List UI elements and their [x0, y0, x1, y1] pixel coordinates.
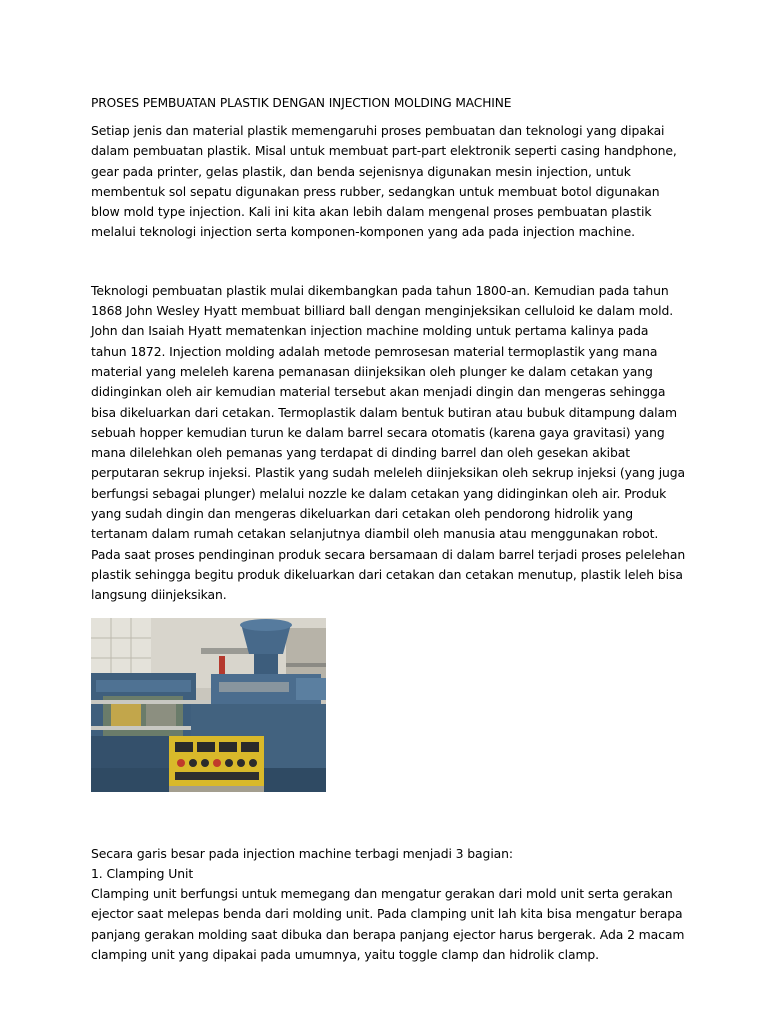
document-title: PROSES PEMBUATAN PLASTIK DENGAN INJECTION MOLDING MACHINE: [91, 96, 512, 110]
clamping-unit-paragraph: Clamping unit berfungsi untuk memegang dan mengatur gerakan dari mold unit serta gerakan ejector saat melepas benda dari molding unit. Pada clamping unit lah kita bisa mengatur berapa panjang gerakan molding saat dibuka dan berapa panjang ejector harus bergerak. Ada 2 macam clamping unit yang dipakai pada umumnya, yaitu toggle clamp dan hidrolik clamp.: [91, 886, 685, 963]
section-heading-clamping-unit: 1. Clamping Unit: [91, 865, 194, 881]
injection-machine-photo: [91, 618, 326, 792]
intro-paragraph: Setiap jenis dan material plastik memengaruhi proses pembuatan dan teknologi yang dipakai dalam pembuatan plastik. Misal untuk membuat part-part elektronik seperti casing handphone, gear pada printer, gelas plastik, dan benda sejenisnya digunakan mesin injection, untuk membentuk sol sepatu digunakan press rubber, sedangkan untuk membuat botol digunakan blow mold type injection. Kali ini kita akan lebih dalam mengenal proses pembuatan plastik melalui teknologi injection serta komponen-komponen yang ada pada injection machine.: [91, 123, 677, 240]
parts-intro: Secara garis besar pada injection machine terbagi menjadi 3 bagian:: [91, 845, 513, 861]
history-paragraph: Teknologi pembuatan plastik mulai dikembangkan pada tahun 1800-an. Kemudian pada tahun 1868 John Wesley Hyatt membuat billiard ball dengan menginjeksikan celluloid ke dalam mold. John dan Isaiah Hyatt mematenkan injection machine molding untuk pertama kalinya pada tahun 1872. Injection molding adalah metode pemrosesan material termoplastik yang mana material yang meleleh karena pemanasan diinjeksikan oleh plunger ke dalam cetakan yang didinginkan oleh air kemudian material tersebut akan menjadi dingin dan mengeras sehingga bisa dikeluarkan dari cetakan. Termoplastik dalam bentuk butiran atau bubuk ditampung dalam sebuah hopper kemudian turun ke dalam barrel secara otomatis (karena gaya gravitasi) yang mana dilelehkan oleh pemanas yang terdapat di dinding barrel dan oleh gesekan akibat perputaran sekrup injeksi. Plastik yang sudah meleleh diinjeksikan oleh sekrup injeksi (yang juga berfungsi sebagai plunger) melalui nozzle ke dalam cetakan yang didinginkan oleh air. Produk yang sudah dingin dan mengeras dikeluarkan dari cetakan oleh pendorong hidrolik yang tertanam dalam rumah cetakan selanjutnya diambil oleh manusia atau menggunakan robot. Pada saat proses pendinginan produk secara bersamaan di dalam barrel terjadi proses pelelehan plastik sehingga begitu produk dikeluarkan dari cetakan dan cetakan menutup, plastik leleh bisa langsung diinjeksikan.: [91, 282, 686, 603]
document-body: [91, 94, 687, 965]
